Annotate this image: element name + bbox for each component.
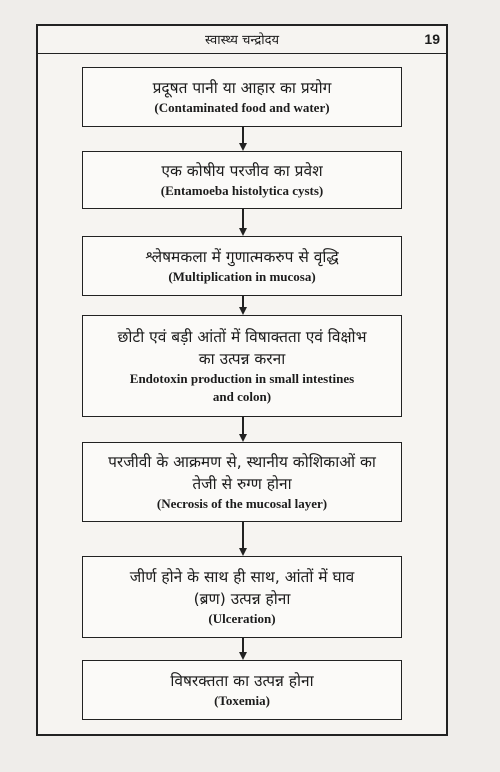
flow-step-ulceration <box>82 556 402 638</box>
step-hindi-text: तेजी से रुग्ण होना <box>192 475 292 493</box>
step-english-text: Endotoxin production in small intestines <box>129 371 355 386</box>
step-hindi-text: परजीवी के आक्रमण से, स्थानीय कोशिकाओं का <box>108 453 376 471</box>
flow-step-necrosis <box>82 442 402 522</box>
step-english-text: (Entamoeba histolytica cysts) <box>160 183 324 198</box>
flow-arrow-1 <box>239 127 247 151</box>
step-english-text: (Multiplication in mucosa) <box>168 269 316 284</box>
step-hindi-text: जीर्ण होने के साथ ही साथ, आंतों में घाव <box>129 568 355 586</box>
page-number: 19 <box>424 31 440 47</box>
step-english-text: and colon) <box>212 389 272 404</box>
flow-arrow-5 <box>239 522 247 556</box>
flow-step-contaminated-food <box>82 67 402 127</box>
step-hindi-text: का उत्पन्न करना <box>198 350 286 368</box>
flow-arrow-4 <box>239 417 247 442</box>
step-english-text: (Ulceration) <box>208 611 276 626</box>
step-hindi-text: प्रदूषत पानी या आहार का प्रयोग <box>152 79 332 97</box>
step-english-text: (Toxemia) <box>214 693 270 708</box>
step-hindi-text: श्लेषमकला में गुणात्मकरुप से वृद्धि <box>145 248 339 266</box>
step-english-text: (Contaminated food and water) <box>154 100 330 115</box>
flow-step-multiplication <box>82 236 402 296</box>
header-rule <box>38 53 446 54</box>
step-hindi-text: एक कोषीय परजीव का प्रवेश <box>161 162 323 180</box>
step-hindi-text: विषरक्तता का उत्पन्न होना <box>170 672 314 690</box>
step-hindi-text: छोटी एवं बड़ी आंतों में विषाक्तता एवं विक्षोभ <box>117 328 367 346</box>
running-title: स्वास्थ्य चन्द्रोदय <box>204 33 280 48</box>
flow-step-toxemia <box>82 660 402 720</box>
page-frame <box>36 24 448 736</box>
step-english-text: (Necrosis of the mucosal layer) <box>156 496 328 511</box>
flow-arrow-3 <box>239 296 247 315</box>
flow-arrow-2 <box>239 209 247 236</box>
flow-step-cyst-entry <box>82 151 402 209</box>
step-hindi-text: (ब्रण) उत्पन्न होना <box>193 590 291 608</box>
flow-step-endotoxin <box>82 315 402 417</box>
flow-arrow-6 <box>239 638 247 660</box>
